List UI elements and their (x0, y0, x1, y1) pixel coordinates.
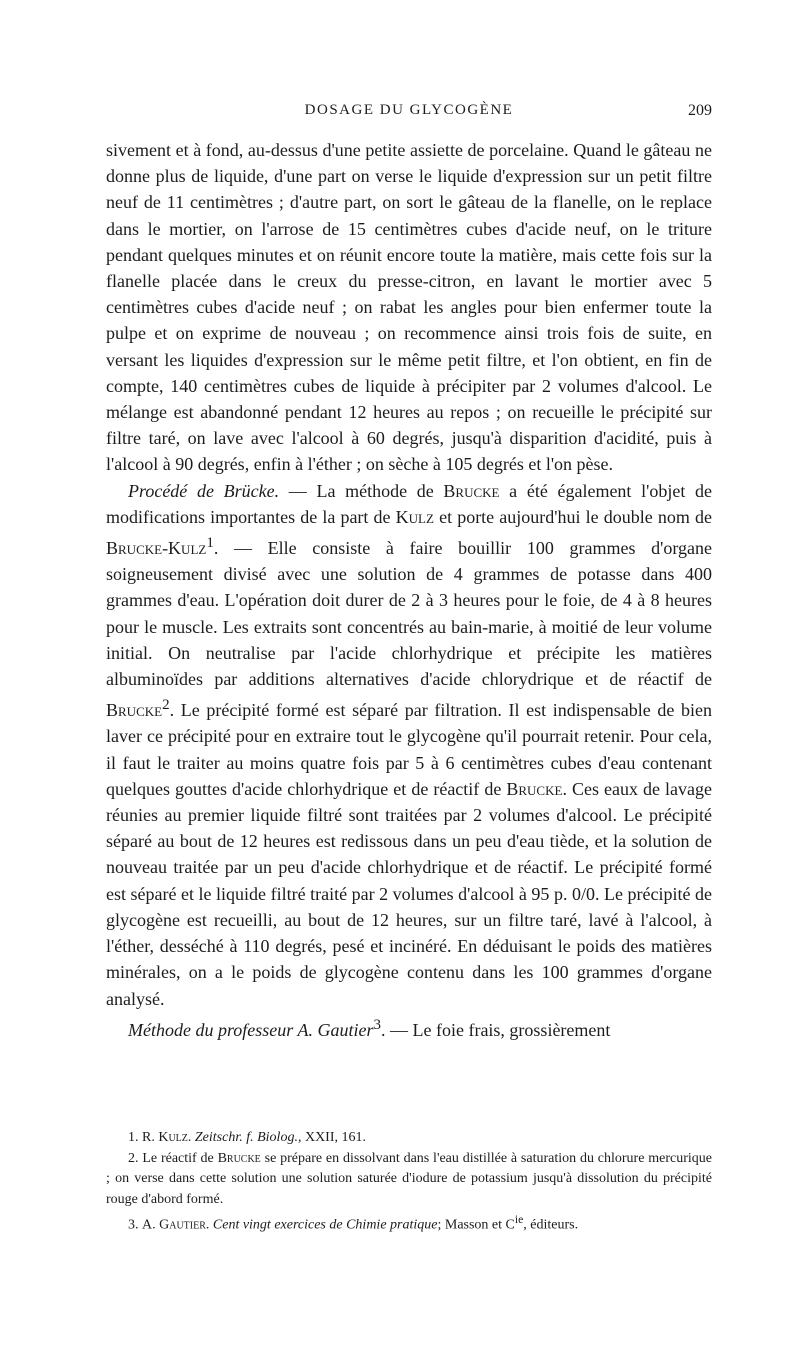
footnote-ref: 1 (206, 535, 214, 552)
text-run: . Ces eaux de lavage réunies au premier liquide filtré sont traitées par 2 volumes d'alcool. Le précipité séparé au bout de 12 heures est redissous dans un peu d'eau tiède, et la solution de nouveau traitée par un peu d'acide chlorhydrique et de réactif. Le précipité formé est séparé et le liquide filtré traité par 2 volumes d'alcool à 95 p. 0/0. Le précipité de glycogène est recueilli, au bout de 12 heures, sur un filtre taré, lavé à l'alcool, à l'éther, desséché à 110 degrés, pesé et incinéré. En déduisant le poids des matières minérales, on a le poids de glycogène contenu dans les 100 grammes d'organe analysé. (106, 778, 713, 1009)
text-run: — La méthode de (279, 480, 444, 501)
paragraph-brucke (106, 478, 712, 1012)
footnote-number: 3. (128, 1217, 139, 1233)
paragraph-continuation (106, 137, 712, 478)
footnote-journal: Zeitschr. f. Biolog. (194, 1130, 298, 1145)
footnote-ref: 2 (162, 697, 170, 714)
footnote-1 (106, 1128, 712, 1149)
text-run: se prépare en dissolvant dans l'eau distillée à saturation du chlorure mercurique ; on verse dans cette solution une solution saturée d'iodure de potassium jusqu'à dissolution du précipité rouge d'abord formé. (106, 1150, 713, 1207)
running-head (106, 102, 712, 126)
author-name: Brucke (217, 1150, 261, 1166)
author-name: Brucke (106, 700, 163, 721)
footnotes (106, 1128, 712, 1236)
author-name: Brucke-Kulz (106, 538, 207, 559)
page-number: 209 (688, 102, 712, 119)
footnote-author: A. Gautier. (142, 1217, 210, 1233)
text-run: . — Le foie frais, grossièrement (380, 1019, 611, 1040)
footnote-2 (106, 1149, 712, 1211)
text-run: . — Elle consiste à faire bouillir 100 grammes d'organe soigneusement divisé avec une solution de 4 grammes de potasse dans 400 grammes d'eau. L'opération doit durer de 2 à 3 heures pour le foie, de 4 à 8 heures pour le muscle. Les extraits sont concentrés au bain-marie, à moitié de leur volume initial. On neutralise par l'acide chlorhydrique et précipite les matières albuminoïdes par additions alternatives d'acide chlorydrique et de réactif de (106, 538, 712, 690)
paragraph-text: sivement et à fond, au-dessus d'une petite assiette de porcelaine. Quand le gâteau ne donne plus de liquide, d'une part on verse le liquide d'expression sur un petit filtre neuf de 11 centimètres ; d'autre part, on sort le gâteau de la flanelle, on le replace dans le mortier, on l'arrose de 15 centimètres cubes d'acide neuf, on le triture pendant quelques minutes et on réunit encore toute la matière, mais cette fois sur la flanelle placée dans le creux du presse-citron, en lavant le mortier avec 5 centimètres cubes d'acide neuf ; on rabat les angles pour bien enfermer toute la pulpe et on exprime de nouveau ; on recommence ainsi trois fois de suite, en versant les liquides d'expression sur le même petit filtre, et l'on obtient, en fin de compte, 140 centimètres cubes de liquide à précipiter par 2 volumes d'alcool. Le mélange est abandonné pendant 12 heures au repos ; on recueille le précipité sur filtre taré, on lave avec l'alcool à 60 degrés, jusqu'à disparition d'acidité, puis à l'alcool à 90 degrés, enfin à l'éther ; on sèche à 105 degrés et l'on pèse. (106, 140, 712, 475)
footnote-number: 1. (128, 1130, 139, 1145)
footnote-ref-text: , XXII, 161. (297, 1130, 366, 1145)
text-run: Le réactif de (142, 1150, 218, 1166)
text-run: et porte aujourd'hui le double nom de (433, 506, 712, 527)
text-run: , éditeurs. (523, 1217, 579, 1233)
footnote-number: 2. (128, 1150, 139, 1166)
superscript: ie (514, 1213, 524, 1226)
text-run: a été également l'objet de modifications importantes de la part de (106, 480, 712, 527)
author-name: Brucke (506, 778, 563, 799)
author-name: Kulz (395, 506, 434, 527)
footnote-publisher: ; Masson et C (437, 1217, 515, 1233)
footnote-3 (106, 1210, 712, 1236)
author-name: Brucke (443, 480, 500, 501)
text-run: . Le précipité formé est séparé par filtration. Il est indispensable de bien laver ce précipité pour en extraire tout le glycogène qu'il pourrait retenir. Pour cela, il faut le traiter au moins quatre fois par 5 à 6 centimètres cubes d'eau contenant quelques gouttes d'acide chlorhydrique et de réactif de (106, 700, 712, 799)
section-heading-gautier: Méthode du professeur A. Gautier (128, 1019, 374, 1040)
section-heading-brucke: Procédé de Brücke. (128, 480, 280, 501)
running-title: DOSAGE DU GLYCOGÈNE (304, 102, 514, 118)
paragraph-gautier (106, 1012, 712, 1043)
footnote-title: Cent vingt exercices de Chimie pratique (212, 1217, 438, 1233)
footnote-author: R. Kulz. (142, 1130, 192, 1145)
footnote-ref: 3 (373, 1016, 381, 1033)
body-text (106, 137, 712, 1043)
